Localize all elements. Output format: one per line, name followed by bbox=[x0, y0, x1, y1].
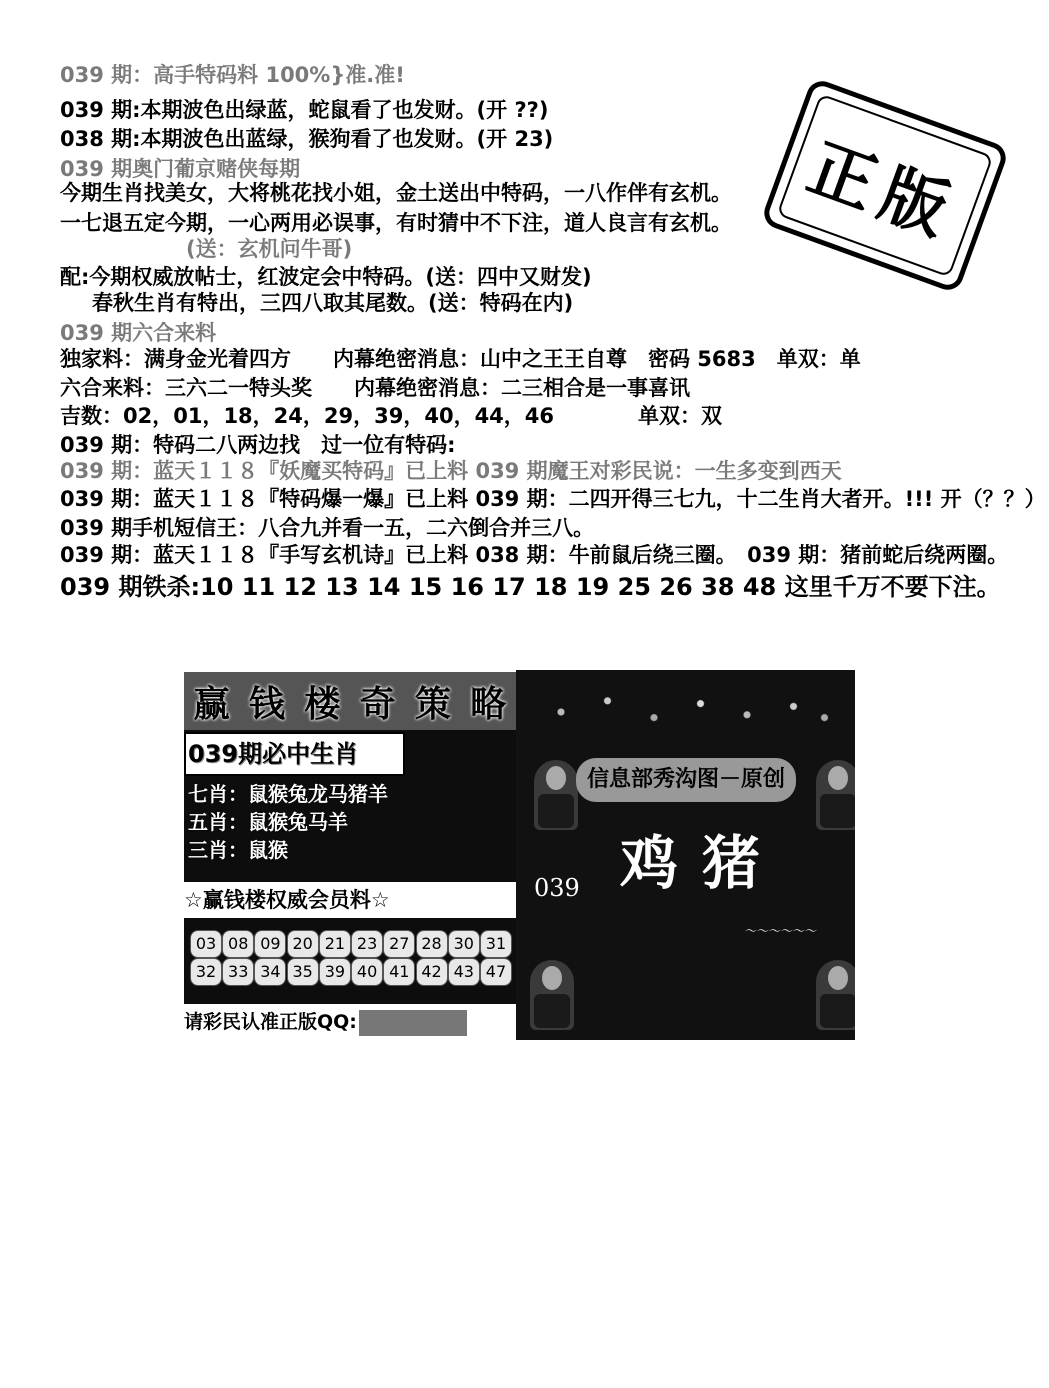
number-ball: 08 bbox=[222, 930, 254, 958]
number-ball: 09 bbox=[254, 930, 286, 958]
text-line: 038 期:本期波色出蓝绿，猴狗看了也发财。(开 23) bbox=[60, 127, 554, 151]
text-line: 春秋生肖有特出，三四八取其尾数。(送：特码在内) bbox=[92, 291, 574, 315]
text-line: 039 期：蓝天１１８『手写玄机诗』已上料 038 期：牛前鼠后绕三圈。 039 期：猪前蛇后绕两圈。 bbox=[60, 543, 1009, 567]
number-grid bbox=[190, 930, 512, 986]
text-line: 独家料：满身金光着四方 内幕绝密消息：山中之王王自尊 密码 5683 单双：单 bbox=[60, 347, 861, 371]
text-line: 039 期手机短信王：八合九并看一五，二六倒合并三八。 bbox=[60, 516, 595, 540]
poster-footer bbox=[184, 1004, 516, 1040]
signature-scribble: ～～～～～～ bbox=[744, 924, 817, 938]
number-ball: 33 bbox=[222, 958, 254, 986]
number-ball: 40 bbox=[351, 958, 383, 986]
zodiac-row: 五肖：鼠猴兔马羊 bbox=[188, 810, 348, 834]
qq-redacted-box bbox=[359, 1010, 467, 1036]
text-line: 039 期：高手特码料 100%}准.准! bbox=[60, 63, 405, 87]
number-ball: 35 bbox=[287, 958, 319, 986]
number-ball: 20 bbox=[287, 930, 319, 958]
text-line: 六合来料：三六二一特头奖 内幕绝密消息：二三相合是一事喜讯 bbox=[60, 376, 690, 400]
title-char: 赢 bbox=[193, 682, 230, 725]
title-char: 钱 bbox=[248, 682, 285, 725]
text-line: 一七退五定今期，一心两用必误事，有时猜中不下注，道人良言有玄机。 bbox=[60, 211, 732, 235]
portrait-image bbox=[816, 960, 855, 1030]
stamp-text: 正版 bbox=[776, 93, 993, 277]
number-row bbox=[190, 958, 512, 986]
portrait-image bbox=[534, 760, 578, 830]
text-line: 039 期铁杀:10 11 12 13 14 15 16 17 18 19 25 26 38 48 这里千万不要下注。 bbox=[60, 573, 1001, 601]
text-line: 今期生肖找美女，大将桃花找小姐，金土送出中特码，一八作伴有玄机。 bbox=[60, 181, 732, 205]
zodiac-poster bbox=[516, 670, 855, 1040]
number-ball: 47 bbox=[480, 958, 512, 986]
portrait-image bbox=[530, 960, 574, 1030]
text-line: 吉数：02，01，18，24，29，39，40，44，46 单双：双 bbox=[60, 404, 723, 428]
zodiac-row: 七肖：鼠猴兔龙马猪羊 bbox=[188, 782, 388, 806]
title-char: 楼 bbox=[304, 682, 341, 725]
number-row bbox=[190, 930, 512, 958]
member-banner: ☆赢钱楼权威会员料☆ bbox=[184, 882, 516, 918]
number-ball: 39 bbox=[319, 958, 351, 986]
title-char: 略 bbox=[470, 682, 507, 725]
text-line: 039 期:本期波色出绿蓝，蛇鼠看了也发财。(开 ??) bbox=[60, 98, 549, 122]
poster-subtitle: 039期必中生肖 bbox=[184, 732, 405, 776]
zhengban-stamp bbox=[760, 77, 1010, 294]
number-ball: 30 bbox=[448, 930, 480, 958]
text-line: 配:今期权威放帖士，红波定会中特码。(送：四中又财发) bbox=[60, 265, 592, 289]
title-char: 奇 bbox=[359, 682, 396, 725]
number-ball: 23 bbox=[351, 930, 383, 958]
text-line: 039 期奥门葡京赌侠每期 bbox=[60, 157, 301, 181]
text-line: (送：玄机问牛哥) bbox=[186, 237, 353, 261]
text-line: 039 期：蓝天１１８『妖魔买特码』已上料 039 期魔王对彩民说：一生多变到西天 bbox=[60, 459, 842, 483]
text-line: 039 期：特码二八两边找 过一位有特码: bbox=[60, 433, 456, 457]
issue-number: 039 bbox=[534, 874, 580, 902]
text-line: 039 期六合来料 bbox=[60, 321, 217, 345]
number-ball: 34 bbox=[254, 958, 286, 986]
number-ball: 27 bbox=[383, 930, 415, 958]
number-ball: 03 bbox=[190, 930, 222, 958]
title-char: 策 bbox=[414, 682, 451, 725]
fireworks-decoration bbox=[530, 684, 840, 740]
poster-title bbox=[184, 672, 516, 730]
zodiac-answer: 鸡猪 bbox=[620, 829, 785, 897]
number-ball: 41 bbox=[383, 958, 415, 986]
footer-text: 请彩民认准正版QQ: bbox=[184, 1011, 357, 1033]
number-ball: 31 bbox=[480, 930, 512, 958]
number-ball: 43 bbox=[448, 958, 480, 986]
number-ball: 42 bbox=[416, 958, 448, 986]
number-ball: 32 bbox=[190, 958, 222, 986]
portrait-image bbox=[816, 760, 855, 830]
number-ball: 28 bbox=[416, 930, 448, 958]
zodiac-row: 三肖：鼠猴 bbox=[188, 838, 288, 862]
poster-banner: 信息部秀沟图－原创 bbox=[576, 758, 796, 802]
number-ball: 21 bbox=[319, 930, 351, 958]
text-line: 039 期：蓝天１１８『特码爆一爆』已上料 039 期：二四开得三七九，十二生肖大者开。!!! 开（？？） bbox=[60, 487, 1046, 511]
